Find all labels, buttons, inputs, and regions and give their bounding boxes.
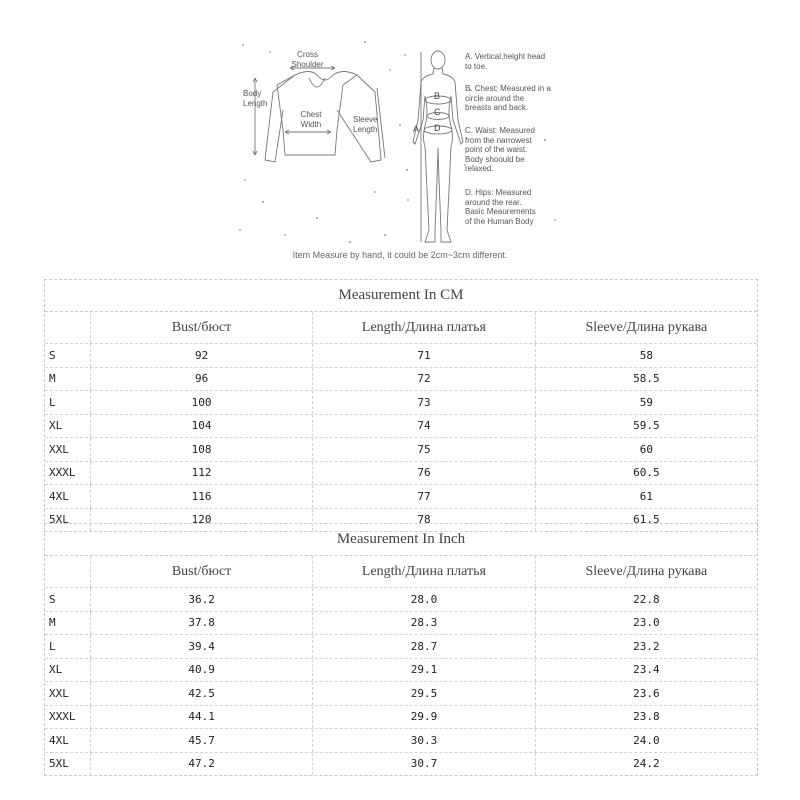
value-cell: 116 [91, 485, 313, 508]
value-cell: 30.7 [313, 753, 535, 776]
value-cell: 44.1 [91, 706, 313, 729]
value-cell: 60.5 [633, 466, 660, 480]
header-cell: Sleeve/Длина рукава [585, 563, 708, 579]
size-cell: XL [45, 659, 91, 682]
value-cell: 112 [91, 462, 313, 485]
value-cell: 23.0 [633, 616, 660, 630]
value-cell: 45.7 [91, 729, 313, 752]
value-cell: 77 [313, 485, 535, 508]
table-header-row [45, 312, 757, 344]
value-cell: 59 [639, 395, 653, 409]
size-cell: 4XL [45, 485, 91, 508]
value-cell: 61.5 [633, 513, 660, 527]
value-cell: 23.4 [633, 663, 660, 677]
table-row [45, 635, 757, 659]
body-length-label: Body Length [243, 89, 268, 108]
value-cell: 75 [313, 438, 535, 461]
value-cell: 78 [313, 509, 535, 532]
value-cell: 74 [313, 415, 535, 438]
value-cell: 28.3 [313, 612, 535, 635]
table-title: Measurement In Inch [45, 524, 757, 556]
size-cell: S [45, 588, 91, 611]
value-cell: 23.8 [633, 710, 660, 724]
cross-shoulder-label: Cross Shoulder [291, 50, 324, 69]
size-cell: L [45, 391, 91, 414]
body-letter-a: A [413, 124, 420, 134]
value-cell: 104 [91, 415, 313, 438]
value-cell: 40.9 [91, 659, 313, 682]
value-cell: 72 [313, 368, 535, 391]
table-row [45, 462, 757, 486]
body-letter-c: C [434, 107, 441, 117]
cm-size-table [44, 279, 758, 532]
value-cell: 29.5 [313, 682, 535, 705]
value-cell: 29.9 [313, 706, 535, 729]
note-d: D. Hips: Measured around the rear. Basic Meaurements of the Human Body [465, 188, 536, 226]
sleeve-length-label: Sleeve Length [353, 115, 378, 134]
value-cell: 24.2 [633, 757, 660, 771]
value-cell: 61 [639, 489, 653, 503]
header-cell [45, 312, 91, 343]
value-cell: 73 [313, 391, 535, 414]
header-cell: Length/Длина платья [313, 556, 535, 587]
note-a: A. Vertical,height head to toe. [465, 52, 546, 71]
size-cell: 5XL [45, 509, 91, 532]
value-cell: 108 [91, 438, 313, 461]
size-cell: XXXL [45, 706, 91, 729]
value-cell: 39.4 [91, 635, 313, 658]
table-row [45, 391, 757, 415]
value-cell: 23.2 [633, 639, 660, 653]
value-cell: 71 [313, 344, 535, 367]
table-row [45, 682, 757, 706]
measurement-illustration [225, 30, 575, 265]
value-cell: 47.2 [91, 753, 313, 776]
note-b: B. Chest: Measured in a circle around the breasts and back. [465, 84, 551, 112]
header-cell [45, 556, 91, 587]
value-cell: 100 [91, 391, 313, 414]
table-header-row [45, 556, 757, 588]
value-cell: 42.5 [91, 682, 313, 705]
table-row [45, 659, 757, 683]
size-cell: XXL [45, 682, 91, 705]
table-row [45, 415, 757, 439]
value-cell: 92 [91, 344, 313, 367]
size-cell: XL [45, 415, 91, 438]
header-cell: Sleeve/Длина рукава [585, 319, 708, 335]
value-cell: 76 [313, 462, 535, 485]
table-row [45, 368, 757, 392]
body-sketch [413, 51, 463, 242]
header-cell: Bust/бюст [91, 556, 313, 587]
table-row [45, 612, 757, 636]
value-cell: 60 [639, 442, 653, 456]
table-row [45, 344, 757, 368]
chest-width-label: Chest Width [300, 110, 322, 129]
value-cell: 36.2 [91, 588, 313, 611]
note-c: C. Waist: Measured from the narrowest point of the waist. Body shoould be relaxed. [465, 126, 535, 173]
value-cell: 23.6 [633, 686, 660, 700]
value-cell: 28.7 [313, 635, 535, 658]
size-cell: XXL [45, 438, 91, 461]
size-cell: M [45, 612, 91, 635]
value-cell: 29.1 [313, 659, 535, 682]
table-row [45, 753, 757, 776]
size-cell: M [45, 368, 91, 391]
value-cell: 22.8 [633, 592, 660, 606]
value-cell: 28.0 [313, 588, 535, 611]
body-letter-b: B [434, 91, 441, 101]
size-cell: 4XL [45, 729, 91, 752]
value-cell: 58 [639, 348, 653, 362]
value-cell: 96 [91, 368, 313, 391]
value-cell: 59.5 [633, 419, 660, 433]
size-cell: L [45, 635, 91, 658]
measure-caption: Item Measure by hand, it could be 2cm~3cm different. [292, 250, 508, 260]
table-row [45, 588, 757, 612]
value-cell: 24.0 [633, 733, 660, 747]
size-cell: S [45, 344, 91, 367]
table-row [45, 485, 757, 509]
value-cell: 120 [91, 509, 313, 532]
value-cell: 37.8 [91, 612, 313, 635]
table-row [45, 438, 757, 462]
size-cell: 5XL [45, 753, 91, 776]
inch-size-table [44, 523, 758, 776]
body-letter-d: D [434, 123, 441, 133]
value-cell: 30.3 [313, 729, 535, 752]
header-cell: Bust/бюст [91, 312, 313, 343]
table-row [45, 729, 757, 753]
table-row [45, 706, 757, 730]
header-cell: Length/Длина платья [313, 312, 535, 343]
size-cell: XXXL [45, 462, 91, 485]
table-title: Measurement In CM [45, 280, 757, 312]
value-cell: 58.5 [633, 372, 660, 386]
